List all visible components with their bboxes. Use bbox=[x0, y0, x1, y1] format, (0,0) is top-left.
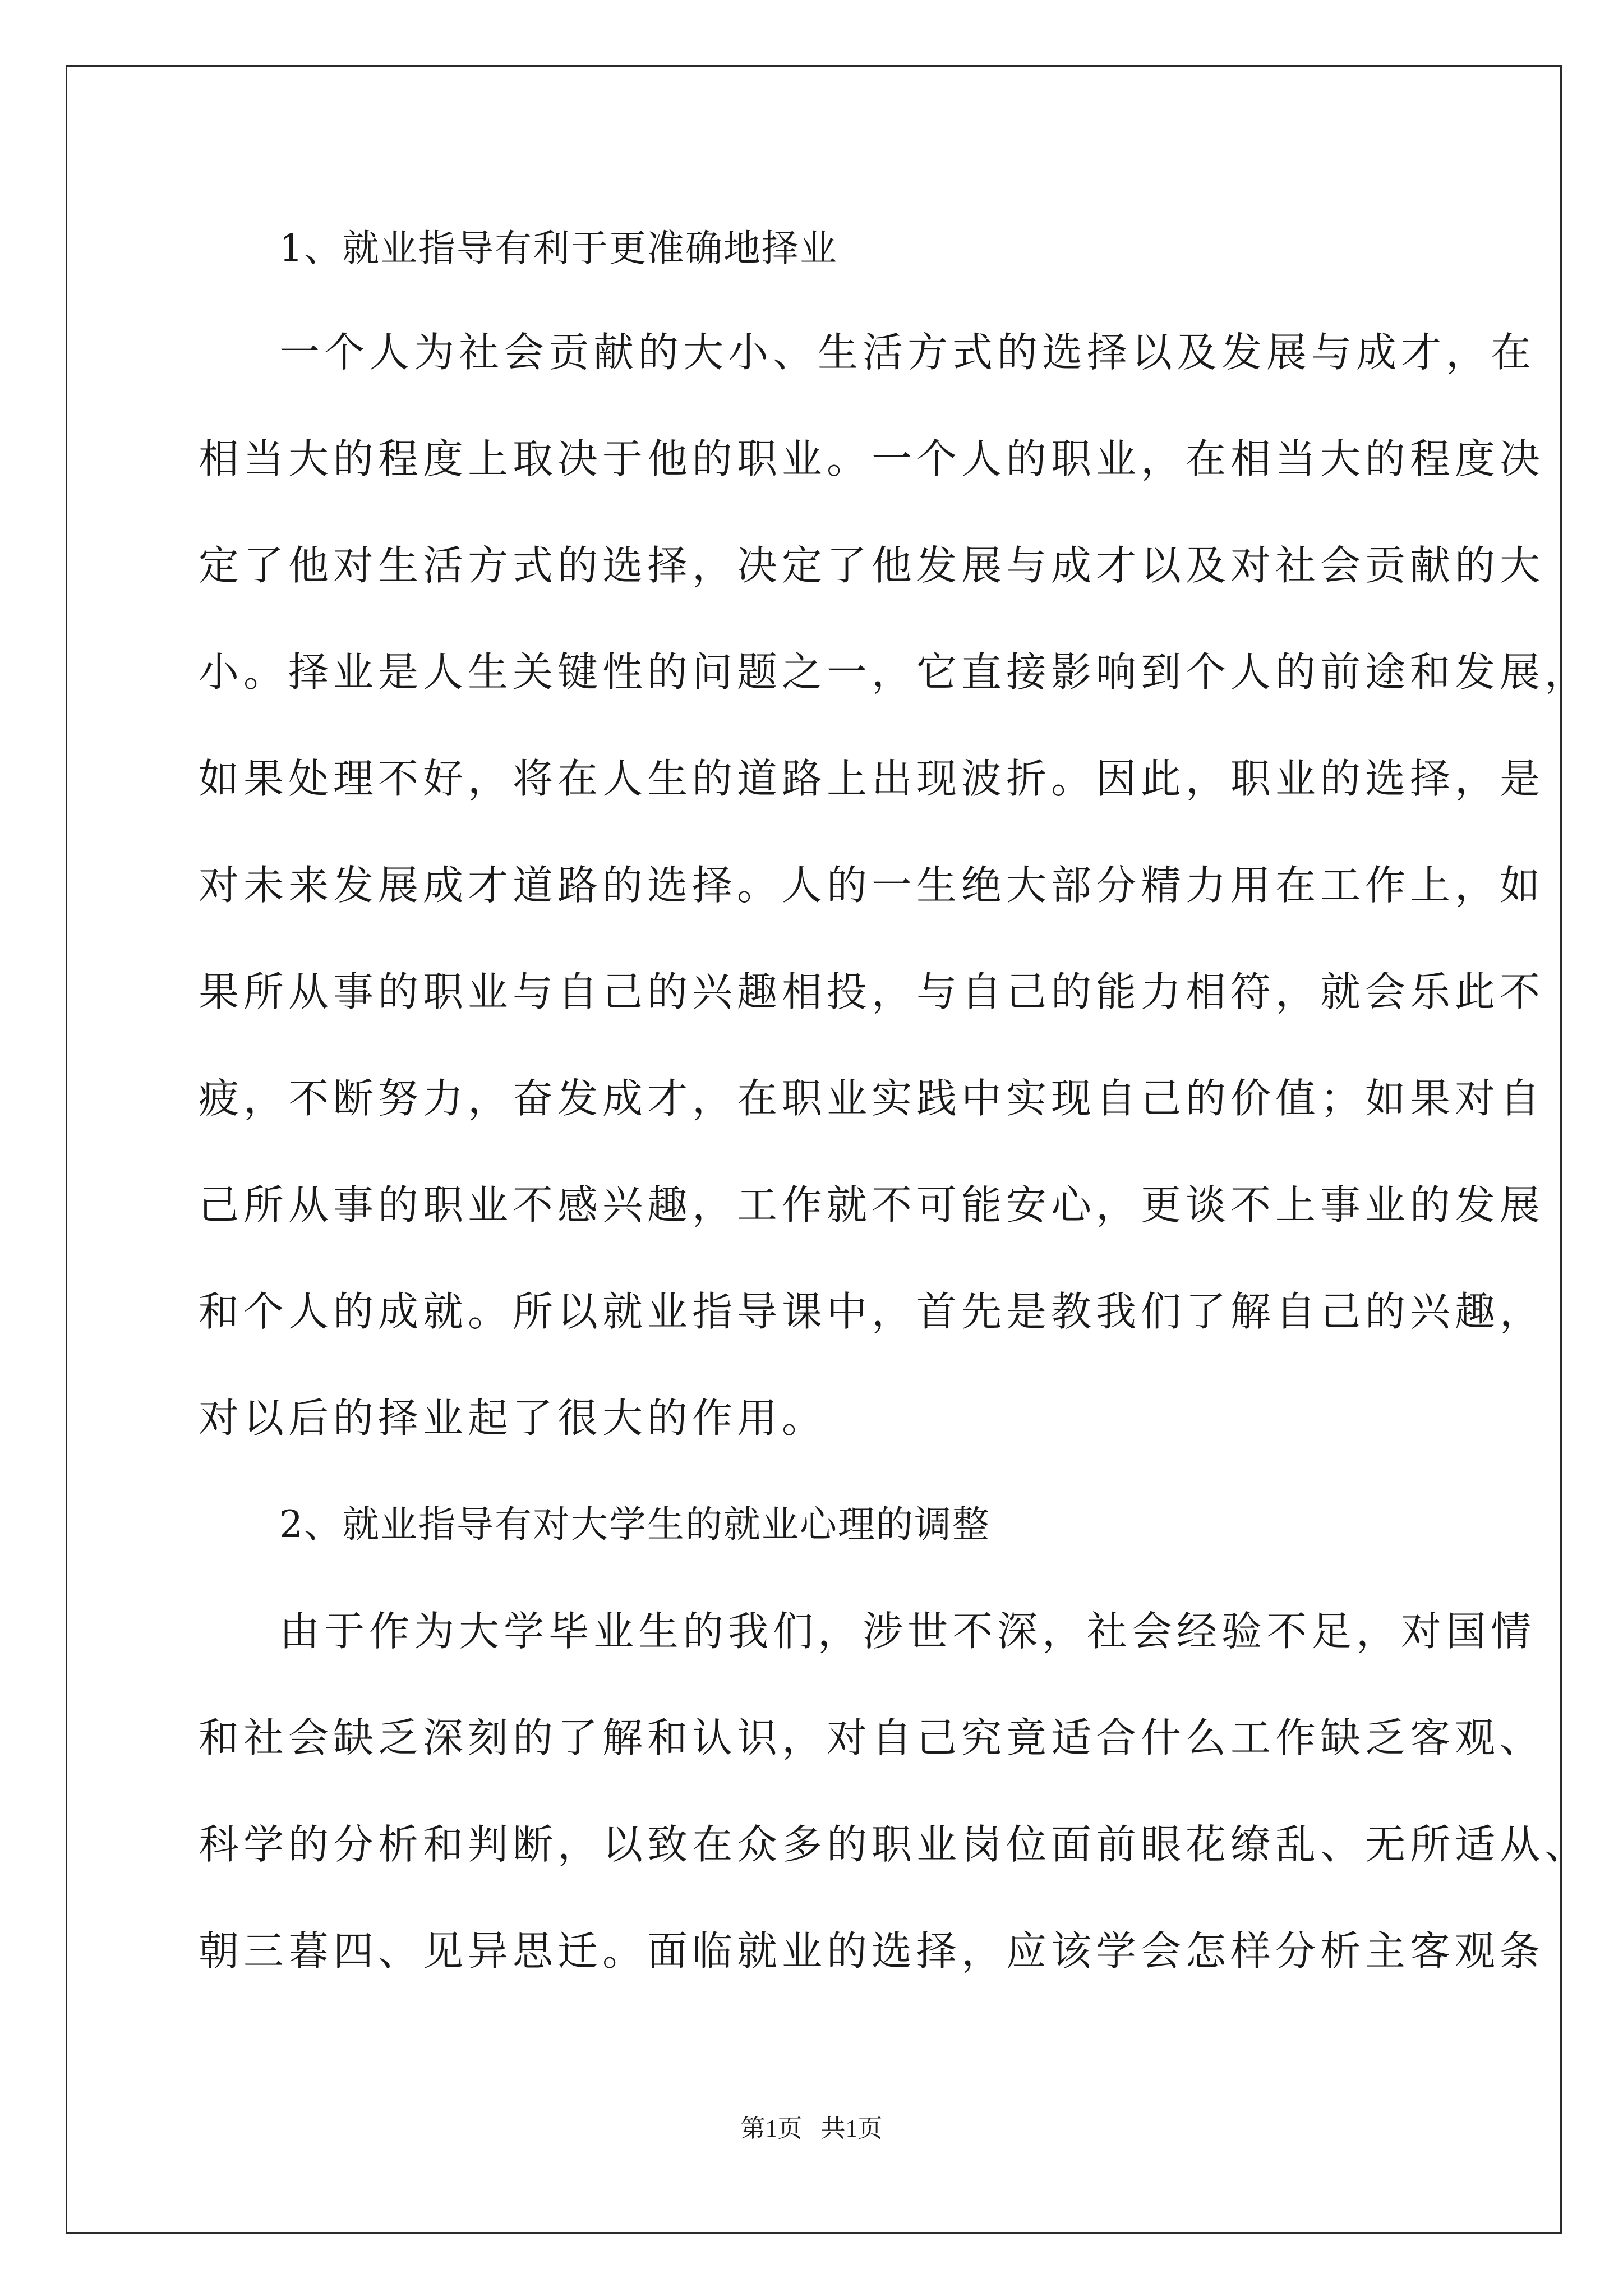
paragraph-line: 疲，不断努力，奋发成才，在职业实践中实现自己的价值；如果对自 bbox=[199, 1075, 1545, 1122]
section-heading: 2、就业指导有对大学生的就业心理的调整 bbox=[279, 1503, 990, 1546]
paragraph-line: 朝三暮四、见异思迁。面临就业的选择，应该学会怎样分析主客观条 bbox=[199, 1927, 1545, 1975]
paragraph-line: 和社会缺乏深刻的了解和认识，对自己究竟适合什么工作缺乏客观、 bbox=[199, 1714, 1545, 1761]
paragraph-line: 相当大的程度上取决于他的职业。一个人的职业，在相当大的程度决 bbox=[199, 435, 1545, 482]
paragraph-line: 一个人为社会贡献的大小、生活方式的选择以及发展与成才，在 bbox=[279, 329, 1536, 376]
paragraph-line: 果所从事的职业与自己的兴趣相投，与自己的能力相符，就会乐此不 bbox=[199, 968, 1545, 1015]
document-body bbox=[199, 222, 1590, 2031]
paragraph-line: 定了他对生活方式的选择，决定了他发展与成才以及对社会贡献的大 bbox=[199, 542, 1545, 589]
paragraph-line: 对未来发展成才道路的选择。人的一生绝大部分精力用在工作上，如 bbox=[199, 862, 1545, 909]
paragraph-line: 己所从事的职业不感兴趣，工作就不可能安心，更谈不上事业的发展 bbox=[199, 1181, 1545, 1228]
section-2 bbox=[199, 1498, 1460, 1604]
paragraph bbox=[199, 1604, 1590, 2031]
paragraph-line: 科学的分析和判断，以致在众多的职业岗位面前眼花缭乱、无所适从、 bbox=[199, 1821, 1590, 1868]
paragraph-line: 由于作为大学毕业生的我们，涉世不深，社会经验不足，对国情 bbox=[279, 1608, 1536, 1655]
paragraph bbox=[199, 325, 1590, 1498]
section-heading: 1、就业指导有利于更准确地择业 bbox=[279, 227, 838, 270]
section-1 bbox=[199, 222, 1460, 325]
paragraph-line: 对以后的择业起了很大的作用。 bbox=[199, 1395, 827, 1442]
paragraph-line: 和个人的成就。所以就业指导课中，首先是教我们了解自己的兴趣， bbox=[199, 1288, 1545, 1335]
page-footer: 第1页 共1页 bbox=[740, 2115, 883, 2142]
paragraph-line: 如果处理不好，将在人生的道路上出现波折。因此，职业的选择，是 bbox=[199, 755, 1545, 802]
paragraph-line: 小。择业是人生关键性的问题之一，它直接影响到个人的前途和发展， bbox=[199, 648, 1590, 696]
